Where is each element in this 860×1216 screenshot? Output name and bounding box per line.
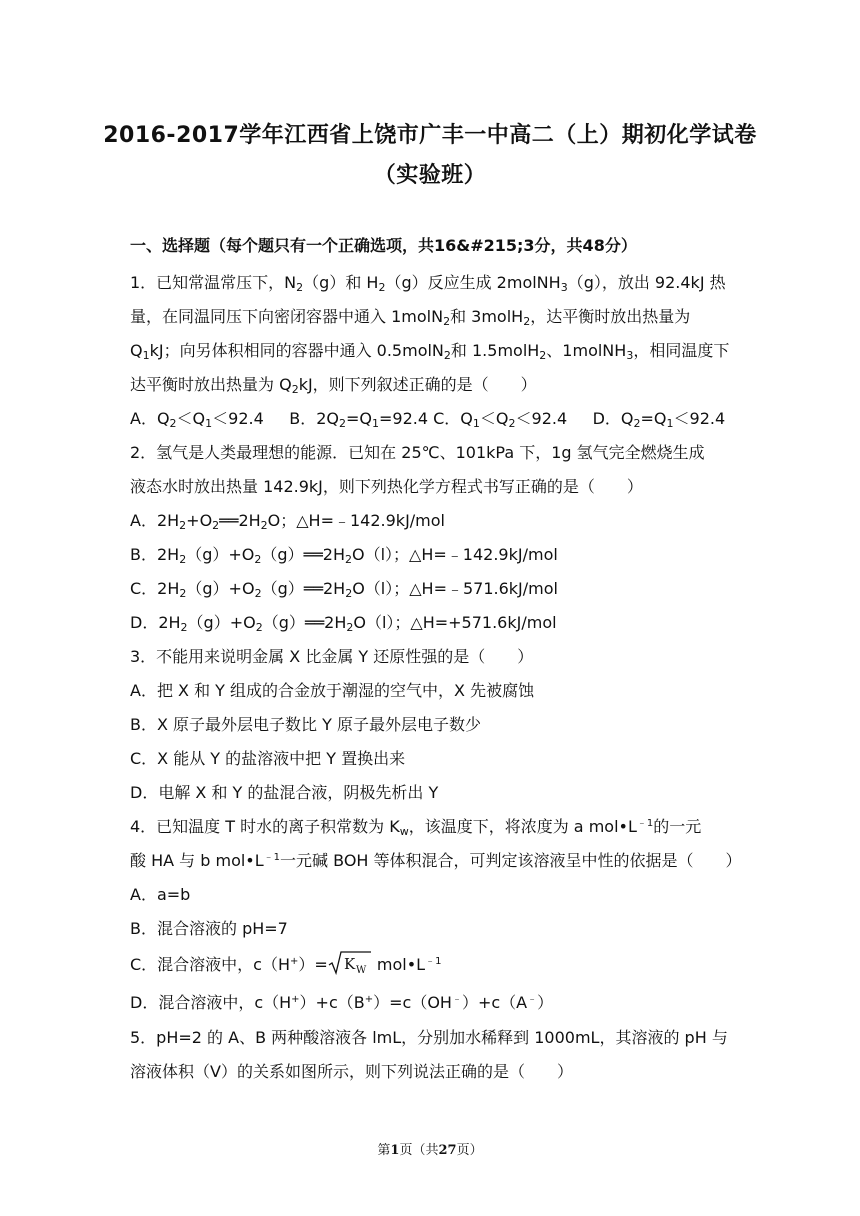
q2-option-a: A．$2H_2+O_2══2H_2O$；△H=﹣142.9kJ/mol [130, 511, 445, 532]
q1-options [130, 406, 725, 429]
q2-option-c: C．$2H_2(g)+O_2(g)══2H_2O(l)$；△H=﹣571.6kJ/mol [130, 579, 558, 600]
q4-line-2: 酸 HA 与 b $mol•L^{﹣1}$一元碱 BOH 等体积混合，可判定该溶液呈中性的依据是（ ） [130, 851, 742, 870]
q3-option-b: B．X 原子最外层电子数比 Y 原子最外层电子数少 [130, 715, 481, 734]
q1-option-a: A．$Q_2<Q_1<92.4$ [130, 409, 264, 430]
q1-line-3: $Q_1kJ$；向另体积相同的容器中通入 0.5molN$_2$和 1.5molH$_2$、1molNH$_3$，相同温度下 [130, 341, 730, 362]
q4-line-1: 4．已知温度 T 时水的离子积常数为 $K_w$，该温度下，将浓度为 a $mol•L^{﹣1}$的一元 [130, 817, 702, 838]
q1-line-2: 量，在同温同压下向密闭容器中通入 1molN$_2$和 3molH$_2$，达平衡时放出热量为 [130, 307, 691, 328]
q2-line-2: 液态水时放出热量 142.9kJ，则下列热化学方程式书写正确的是（ ） [130, 477, 643, 496]
q1-option-c: C．$Q_1<Q_2<92.4$ [433, 409, 568, 430]
q1-line-4: 达平衡时放出热量为 $Q_2kJ$，则下列叙述正确的是（ ） [130, 375, 537, 396]
q4-option-b: B．混合溶液的 pH=7 [130, 919, 288, 938]
q3-stem: 3．不能用来说明金属 X 比金属 Y 还原性强的是（ ） [130, 647, 534, 666]
document-title: 2016-2017学年江西省上饶市广丰一中高二（上）期初化学试卷 [103, 123, 757, 148]
q1-option-d: D．$Q_2=Q_1<92.4$ [592, 409, 726, 430]
document-subtitle: （实验班） [373, 163, 487, 188]
q1-line-1: 1．已知常温常压下，$N_2(g)$和 $H_2(g)$反应生成 2molNH$_3$（g），放出 92.4kJ 热 [130, 273, 726, 294]
q4-option-a: A．a=b [130, 885, 191, 904]
q5-line-1: 5．pH=2 的 A、B 两种酸溶液各 lmL，分别加水稀释到 1000mL，其溶液的 pH 与 [130, 1028, 728, 1047]
page-total: 27 [438, 1143, 457, 1158]
section-heading: 一、选择题（每个题只有一个正确选项，共16&#215;3分，共48分） [130, 236, 637, 255]
page-footer: 第1页（共27页） [377, 1143, 483, 1158]
q2-option-b: B．$2H_2(g)+O_2(g)══2H_2O(l)$；△H=﹣142.9kJ/mol [130, 545, 558, 566]
q4-option-d: D．混合溶液中，c（H+）+c（B+）=c（OH﹣）+c（A﹣） [130, 993, 554, 1012]
sqrt-k: K [343, 955, 356, 973]
q3-option-d: D．电解 X 和 Y 的盐混合液，阴极先析出 Y [130, 783, 439, 802]
q4-option-c: C．混合溶液中，c（H+）= K W $mol•L^{﹣1}$ [130, 950, 441, 976]
q2-option-d: D．$2H_2(g)+O_2(g)══2H_2O(l)$；△H=+571.6kJ/mol [130, 613, 557, 634]
sqrt-w: W [355, 965, 367, 976]
q2-line-1: 2．氢气是人类最理想的能源．已知在 25℃、101kPa 下，1g 氢气完全燃烧生成 [130, 443, 705, 462]
page-number: 1 [390, 1143, 400, 1158]
q3-option-a: A．把 X 和 Y 组成的合金放于潮湿的空气中，X 先被腐蚀 [130, 681, 535, 700]
q1-option-b: B．$2Q_2=Q_1=92.4$ [289, 409, 429, 430]
q3-option-c: C．X 能从 Y 的盐溶液中把 Y 置换出来 [130, 749, 406, 768]
q5-line-2: 溶液体积（V）的关系如图所示，则下列说法正确的是（ ） [130, 1062, 573, 1081]
sqrt-kw-formula [328, 950, 372, 976]
